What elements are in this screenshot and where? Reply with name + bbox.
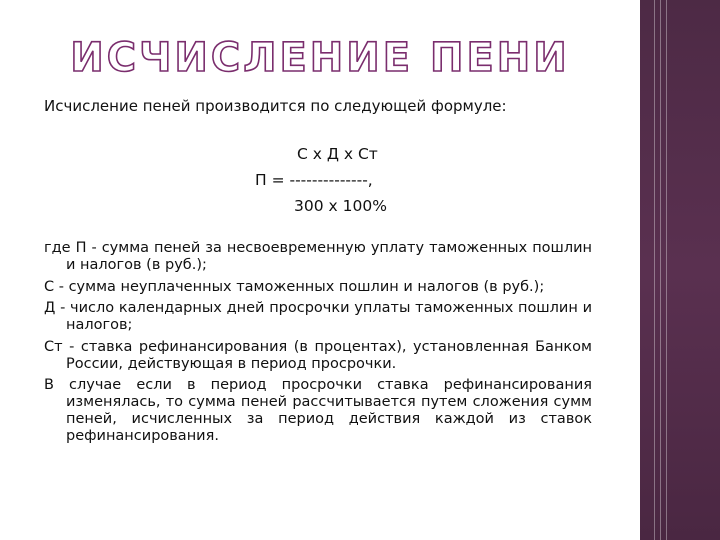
definitions-list [44,240,592,450]
formula-numerator: С х Д х Ст [297,145,378,163]
penalty-formula [255,141,455,219]
formula-equation-line: П = --------------, [255,171,373,189]
formula-denominator: 300 х 100% [294,197,387,215]
band-stripe [660,0,661,540]
definition-item: Д - число календарных дней просрочки уплаты таможенных пошлин и налогов; [44,300,592,333]
band-stripe [654,0,655,540]
decorative-side-band [640,0,720,540]
slide-title: ИСЧИСЛЕНИЕ ПЕНИ [70,35,570,81]
intro-text: Исчисление пеней производится по следующей формуле: [44,97,507,115]
definition-item: где П - сумма пеней за несвоевременную уплату таможенных пошлин и налогов (в руб.); [44,240,592,273]
definition-item: С - сумма неуплаченных таможенных пошлин и налогов (в руб.); [44,278,545,295]
band-stripe [666,0,667,540]
definition-item: Ст - ставка рефинансирования (в процентах), установленная Банком России, действующая в период просрочки. [44,338,592,372]
definition-item: В случае если в период просрочки ставка рефинансирования изменялась, то сумма пеней рассчитывается путем сложения сумм пеней, исчисленных за период действия каждой из ставок рефинансирования. [44,377,592,444]
